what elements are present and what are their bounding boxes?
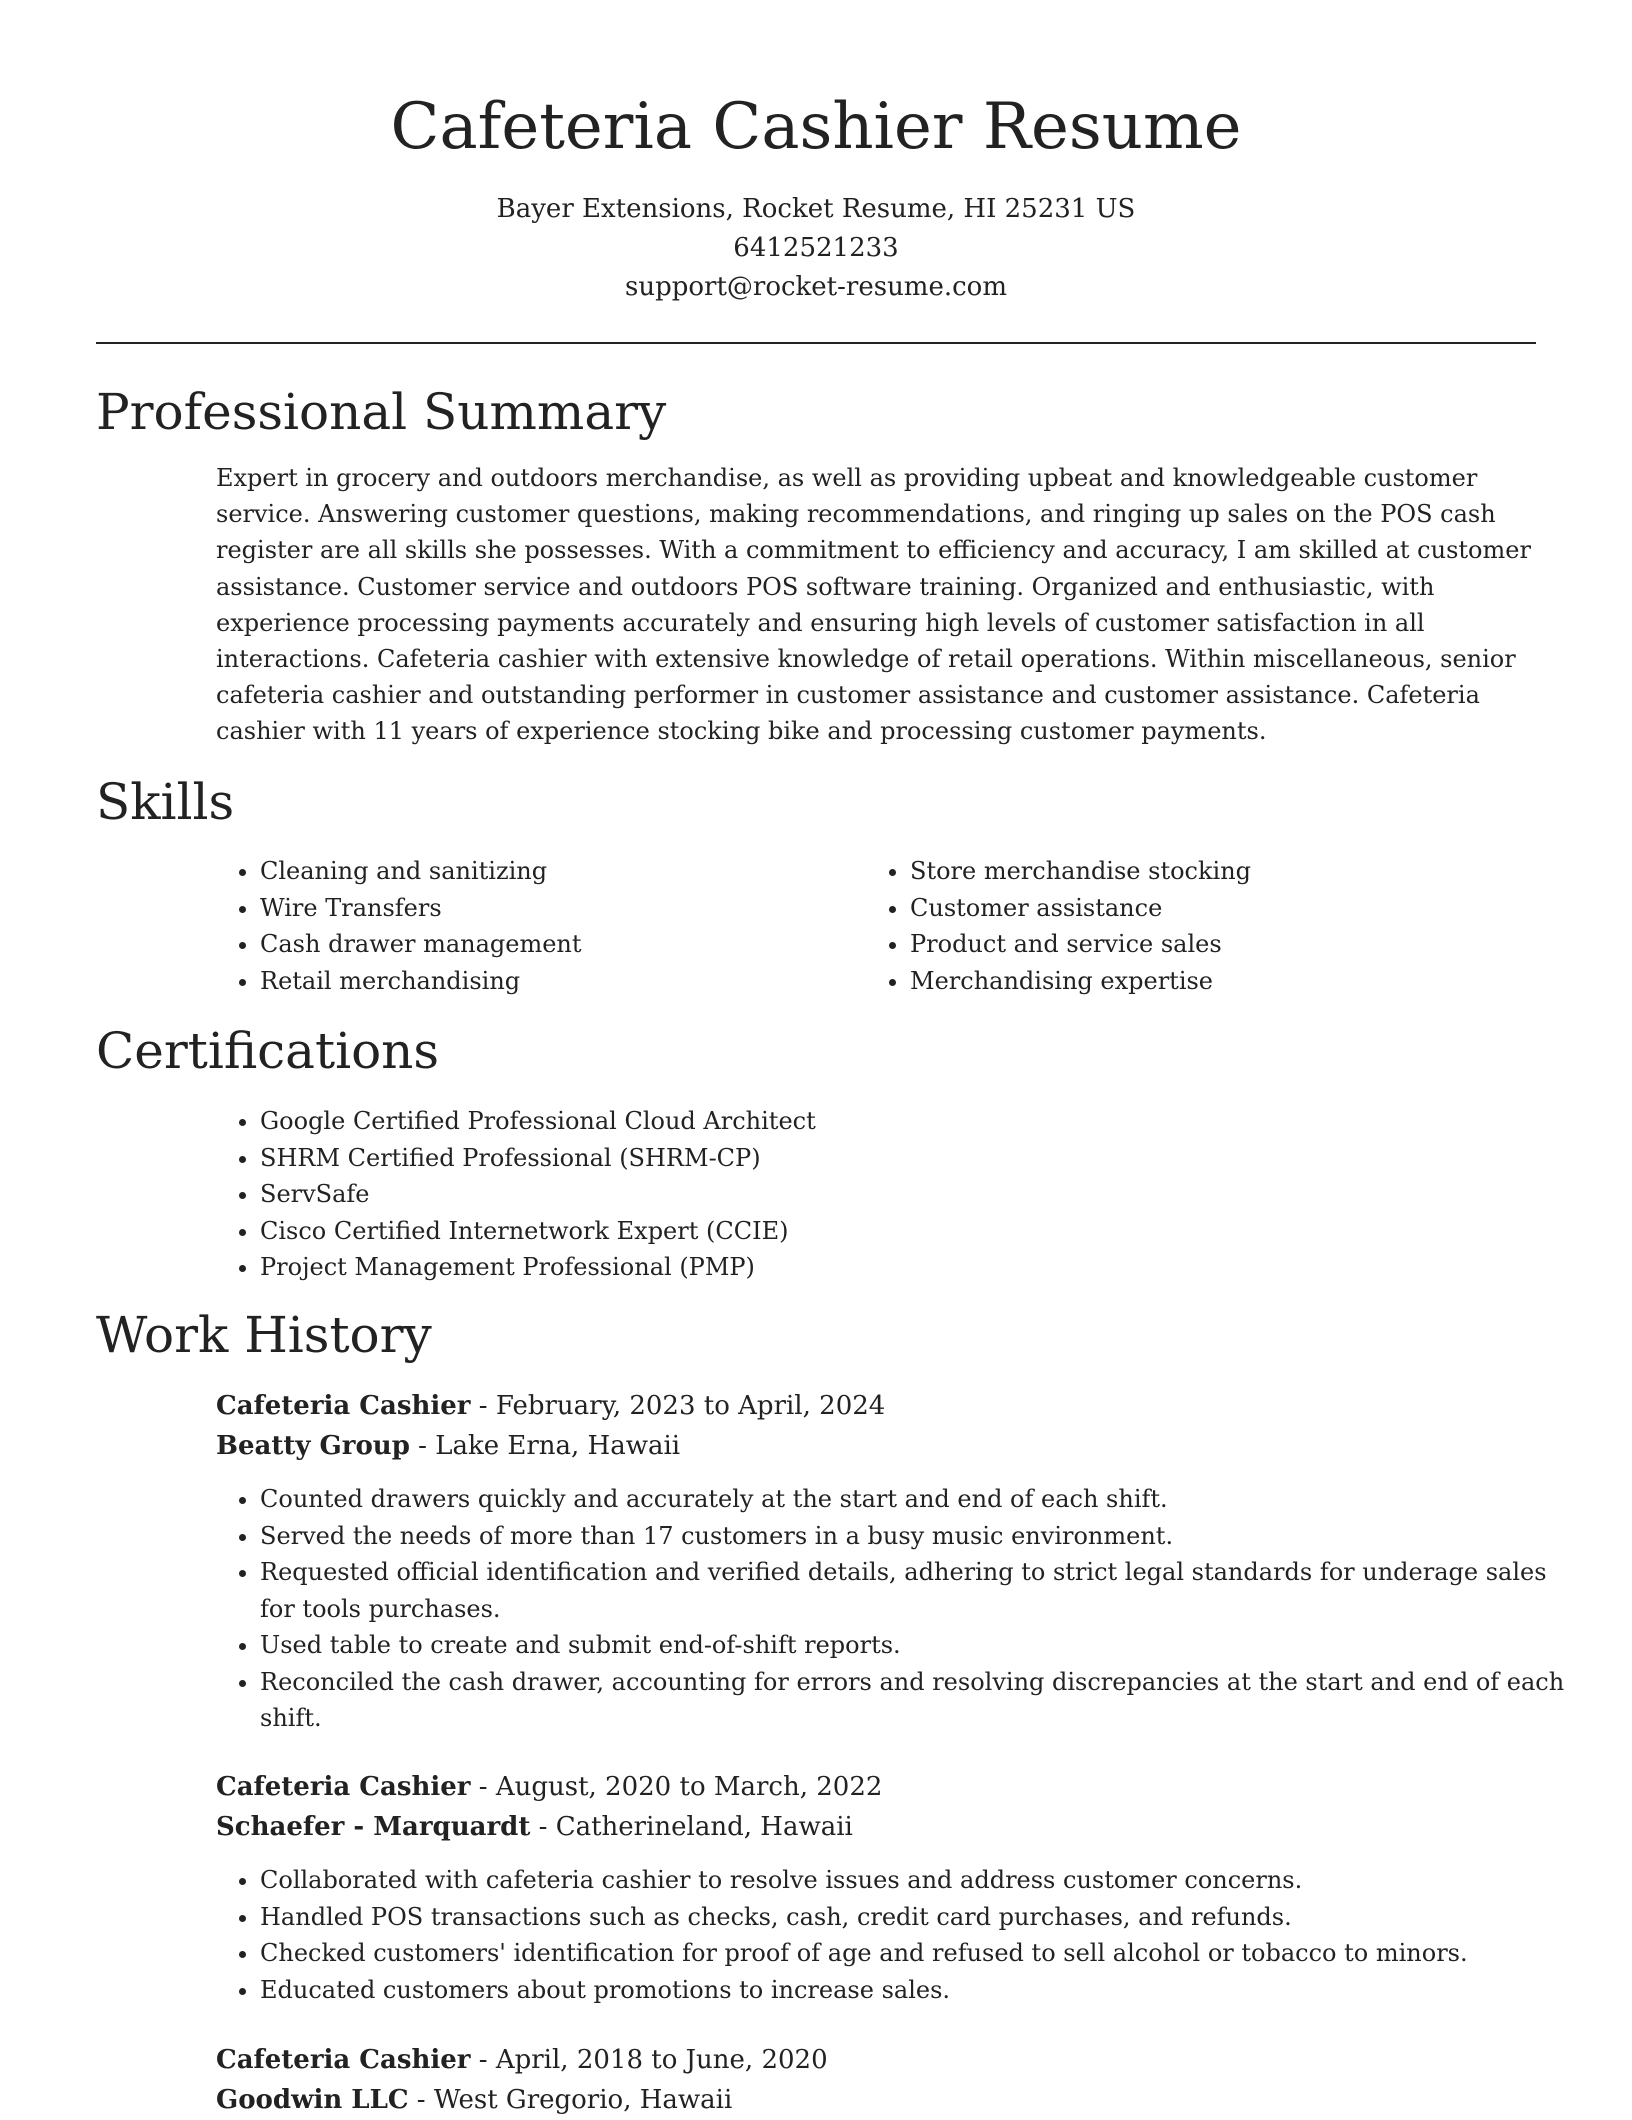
certification-item: • SHRM Certified Professional (SHRM-CP) bbox=[260, 1140, 1560, 1177]
job-bullet: • Counted drawers quickly and accurately at the start and end of each shift. bbox=[260, 1481, 1585, 1518]
skills-heading: Skills bbox=[96, 773, 235, 831]
certification-item: • Google Certified Professional Cloud Architect bbox=[260, 1103, 1560, 1140]
job-employer-line: Beatty Group - Lake Erna, Hawaii bbox=[216, 1431, 681, 1461]
job-role-line: Cafeteria Cashier - February, 2023 to April, 2024 bbox=[216, 1391, 886, 1421]
skill-item: • Customer assistance bbox=[910, 890, 1510, 927]
job-dates: August, 2020 to March, 2022 bbox=[495, 1772, 883, 1802]
job-location: West Gregorio, Hawaii bbox=[433, 2085, 733, 2115]
job-bullet: • Served the needs of more than 17 customers in a busy music environment. bbox=[260, 1518, 1585, 1555]
certification-item: • ServSafe bbox=[260, 1176, 1560, 1213]
job-dates: April, 2018 to June, 2020 bbox=[495, 2045, 828, 2075]
job-bullets bbox=[216, 1862, 1585, 2008]
job-role: Cafeteria Cashier bbox=[216, 2045, 471, 2075]
job-bullet: • Used table to create and submit end-of-shift reports. bbox=[260, 1627, 1585, 1664]
job-bullet: • Requested official identification and verified details, adhering to strict legal standards for underage sales for tools purchases. bbox=[260, 1554, 1585, 1627]
job-bullet: • Collaborated with cafeteria cashier to resolve issues and address customer concerns. bbox=[260, 1862, 1585, 1899]
job-role-line: Cafeteria Cashier - August, 2020 to March, 2022 bbox=[216, 1772, 883, 1802]
skills-list-right bbox=[866, 853, 1510, 999]
work-history-heading: Work History bbox=[96, 1306, 432, 1364]
header-divider bbox=[96, 342, 1536, 344]
certifications-heading: Certifications bbox=[96, 1022, 440, 1080]
job-dates: February, 2023 to April, 2024 bbox=[495, 1391, 886, 1421]
contact-address: Bayer Extensions, Rocket Resume, HI 25231 US bbox=[496, 194, 1136, 224]
job-employer: Goodwin LLC bbox=[216, 2085, 409, 2115]
job-bullet: • Educated customers about promotions to increase sales. bbox=[260, 1972, 1585, 2009]
certification-item: • Project Management Professional (PMP) bbox=[260, 1249, 1560, 1286]
skill-item: • Store merchandise stocking bbox=[910, 853, 1510, 890]
job-employer-line: Schaefer - Marquardt - Catherineland, Hawaii bbox=[216, 1812, 853, 1842]
skill-item: • Wire Transfers bbox=[260, 890, 860, 927]
job-bullet: • Checked customers' identification for proof of age and refused to sell alcohol or tobacco to minors. bbox=[260, 1935, 1585, 1972]
job-employer: Beatty Group bbox=[216, 1431, 410, 1461]
contact-phone: 6412521233 bbox=[733, 233, 899, 263]
certifications-list bbox=[216, 1103, 1560, 1286]
job-bullets bbox=[216, 1481, 1585, 1737]
summary-text: Expert in grocery and outdoors merchandise, as well as providing upbeat and knowledgeable customer service. Answering customer questions, making recommendations, and ringing up sales on the POS cash register are all skills she possesses. With a commitment to efficiency and accuracy, I am skilled at customer assistance. Customer service and outdoors POS software training. Organized and enthusiastic, with experience processing payments accurately and ensuring high levels of customer satisfaction in all interactions. Cafeteria cashier with extensive knowledge of retail operations. Within miscellaneous, senior cafeteria cashier and outstanding performer in customer assistance and customer assistance. Cafeteria cashier with 11 years of experience stocking bike and processing customer payments. bbox=[216, 464, 1531, 746]
job-bullet: • Reconciled the cash drawer, accounting for errors and resolving discrepancies at the start and end of each shift. bbox=[260, 1664, 1585, 1737]
job-role: Cafeteria Cashier bbox=[216, 1772, 471, 1802]
summary-heading: Professional Summary bbox=[96, 383, 667, 441]
skill-item: • Product and service sales bbox=[910, 926, 1510, 963]
skill-item: • Retail merchandising bbox=[260, 963, 860, 1000]
contact-email: support@rocket-resume.com bbox=[624, 272, 1007, 302]
job-role-line: Cafeteria Cashier - April, 2018 to June, 2020 bbox=[216, 2045, 828, 2075]
job-employer-line: Goodwin LLC - West Gregorio, Hawaii bbox=[216, 2085, 733, 2115]
job-role: Cafeteria Cashier bbox=[216, 1391, 471, 1421]
skill-item: • Cash drawer management bbox=[260, 926, 860, 963]
job-bullet: • Handled POS transactions such as checks, cash, credit card purchases, and refunds. bbox=[260, 1899, 1585, 1936]
certification-item: • Cisco Certified Internetwork Expert (CCIE) bbox=[260, 1213, 1560, 1250]
resume-title: Cafeteria Cashier Resume bbox=[390, 90, 1242, 164]
skill-item: • Merchandising expertise bbox=[910, 963, 1510, 1000]
job-location: Lake Erna, Hawaii bbox=[435, 1431, 681, 1461]
skills-list-left bbox=[216, 853, 860, 999]
contact-block bbox=[96, 190, 1536, 307]
skill-item: • Cleaning and sanitizing bbox=[260, 853, 860, 890]
job-employer: Schaefer - Marquardt bbox=[216, 1812, 531, 1842]
job-location: Catherineland, Hawaii bbox=[555, 1812, 853, 1842]
